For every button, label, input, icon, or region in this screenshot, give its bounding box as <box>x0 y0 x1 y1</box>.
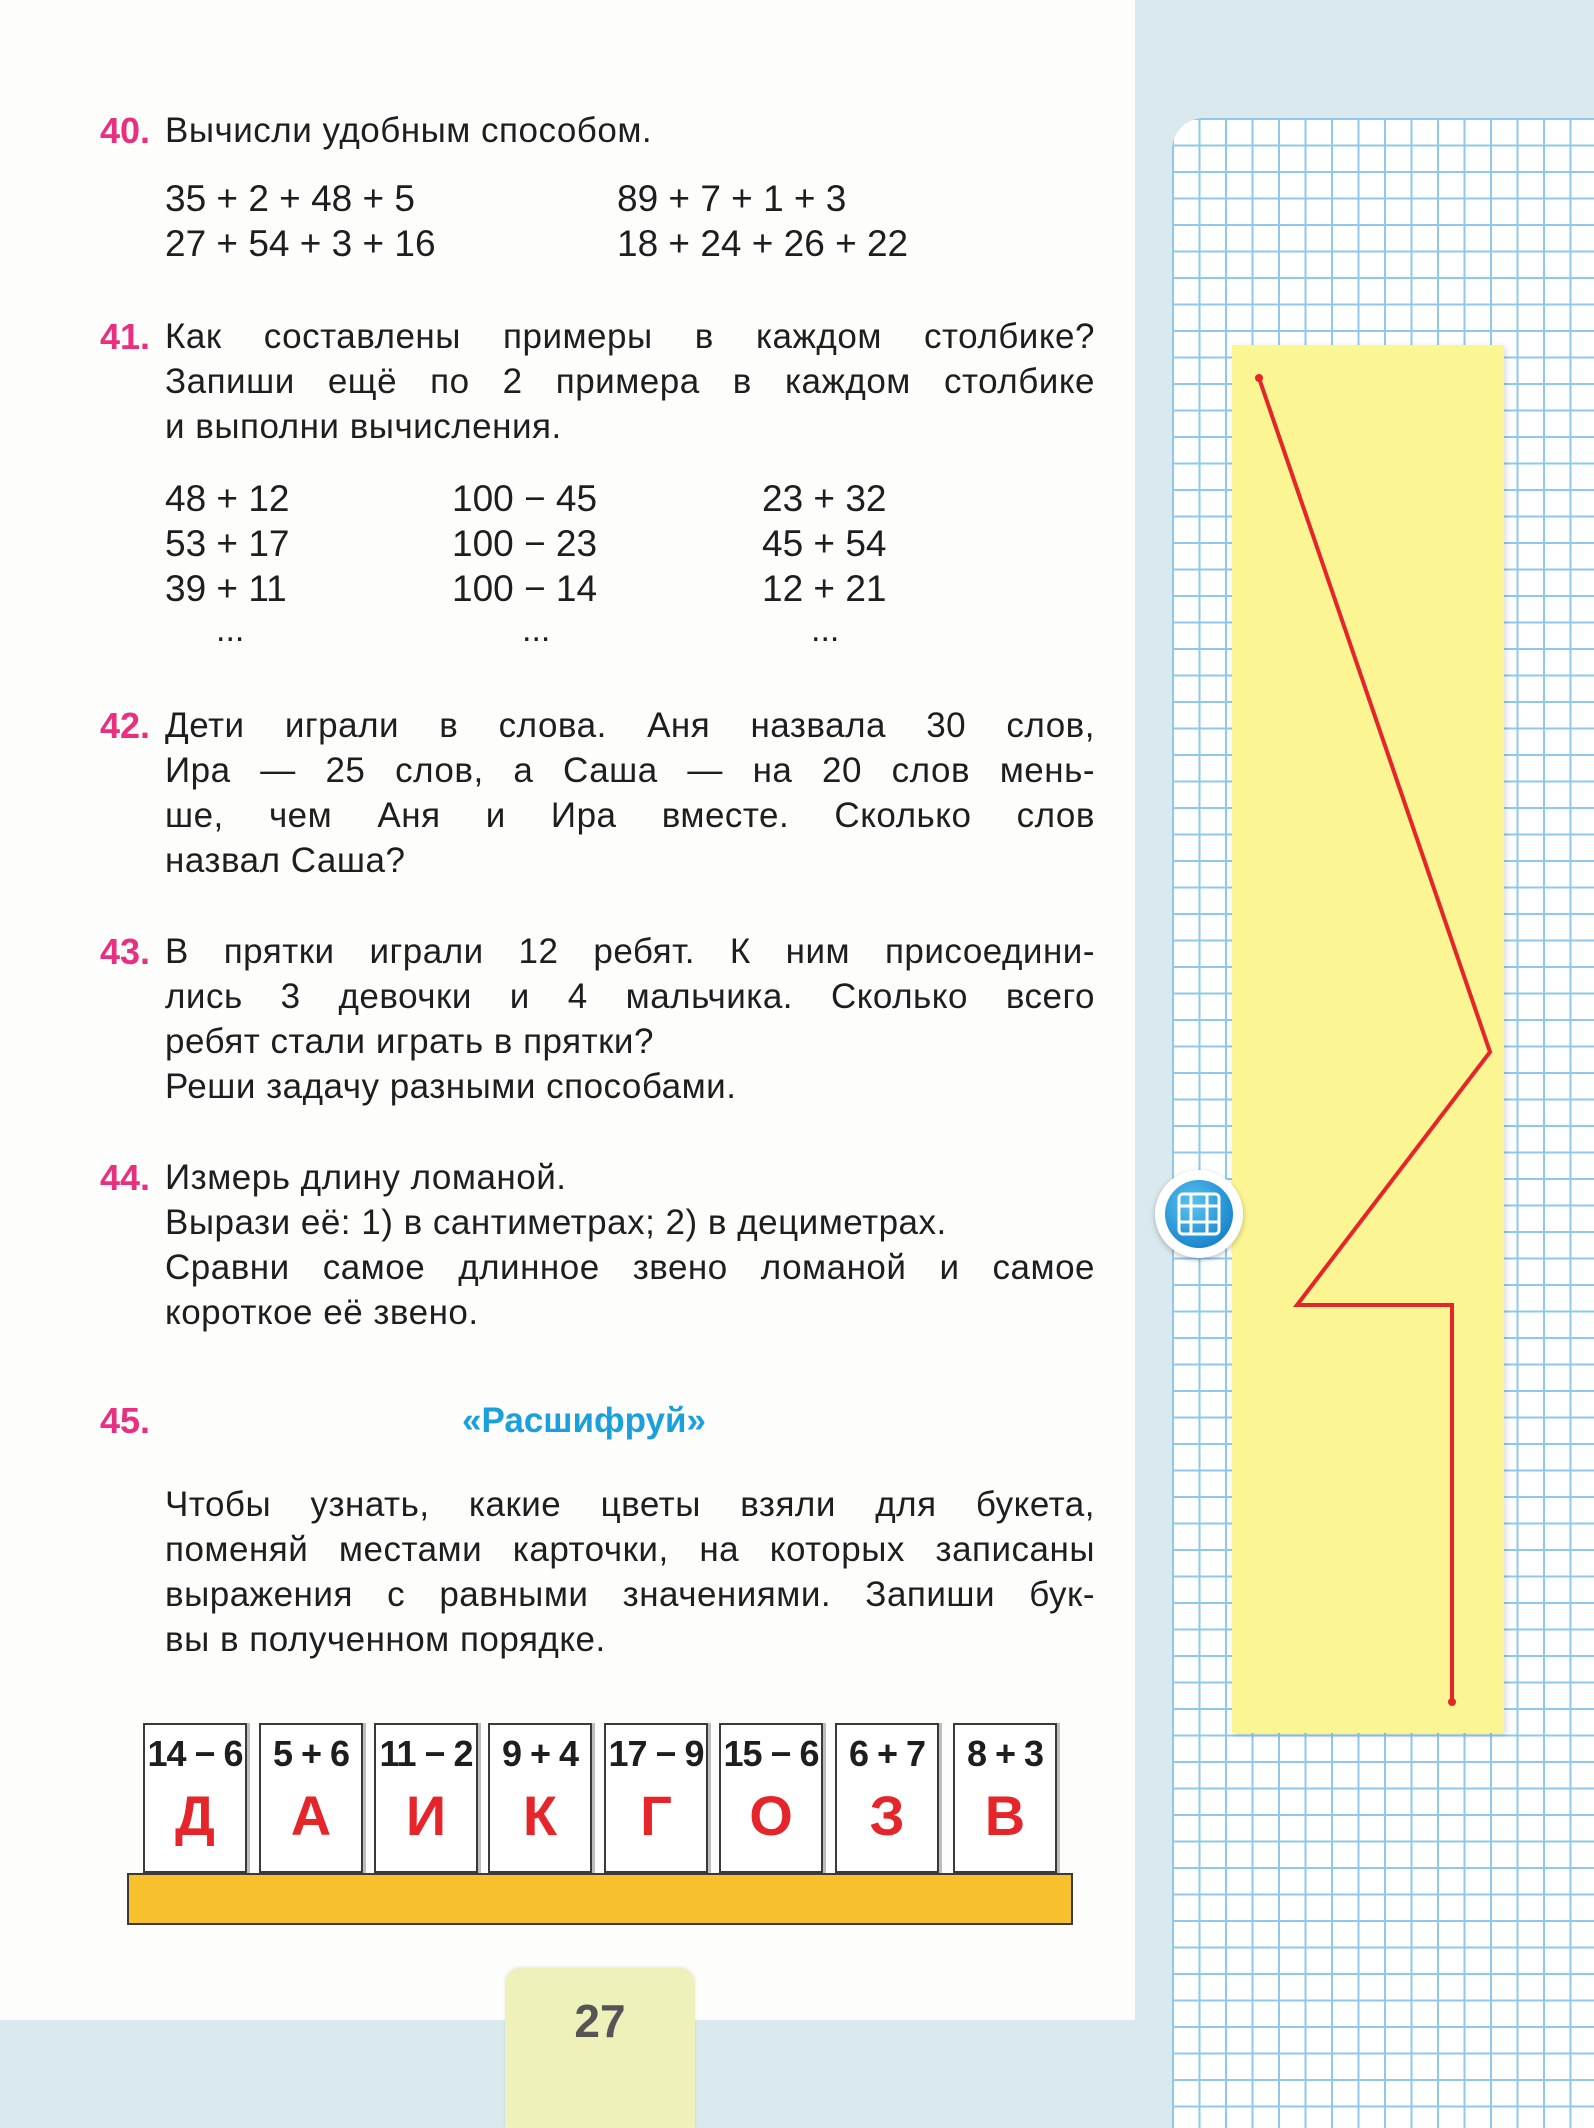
task-42-line: назвал Саша? <box>165 841 406 880</box>
card-expression: 17 − 9 <box>608 1733 704 1774</box>
card-expression: 14 − 6 <box>147 1733 243 1774</box>
task-41-expr: 100 − 45 <box>452 478 598 519</box>
task-44-line: Измерь длину ломаной. <box>165 1158 567 1197</box>
card-letter: З <box>869 1784 905 1847</box>
card-letter: Д <box>175 1784 215 1847</box>
task-45-number: 45. <box>100 1400 151 1441</box>
task-41-expr: 100 − 23 <box>452 523 598 564</box>
grid-icon <box>1165 1180 1233 1248</box>
task-45-line: выражения с равными значениями. Запиши бук- <box>165 1575 1095 1614</box>
task-40-expr: 35 + 2 + 48 + 5 <box>165 178 415 219</box>
letter-card[interactable] <box>488 1723 592 1873</box>
task-45-title: «Расшифруй» <box>462 1401 706 1440</box>
task-41-line: Как составлены примеры в каждом столбике? <box>165 317 1095 356</box>
letter-card[interactable] <box>953 1723 1057 1873</box>
task-43-line: В прятки играли 12 ребят. К ним присоедини- <box>165 932 1095 971</box>
task-41-expr: 48 + 12 <box>165 478 290 519</box>
task-45-line: Чтобы узнать, какие цветы взяли для букета, <box>165 1485 1095 1524</box>
task-41-line: Запиши ещё по 2 примера в каждом столбике <box>165 362 1095 401</box>
task-44-number: 44. <box>100 1157 151 1198</box>
task-41-number: 41. <box>100 316 151 357</box>
page-number-tab <box>505 1968 695 2128</box>
card-letter: О <box>749 1784 793 1847</box>
broken-line-start <box>1255 374 1263 382</box>
card-expression: 9 + 4 <box>501 1733 579 1774</box>
task-43-line: лись 3 девочки и 4 мальчика. Сколько всего <box>165 977 1095 1016</box>
task-41-expr: 39 + 11 <box>165 568 287 609</box>
task-41-text <box>165 314 1095 449</box>
card-letter: И <box>405 1784 447 1847</box>
task-43-line: Реши задачу разными способами. <box>165 1067 737 1106</box>
task-42-line: ше, чем Аня и Ира вместе. Сколько слов <box>165 796 1095 835</box>
task-40-line: Вычисли удобным способом. <box>165 111 653 150</box>
task-40-text <box>165 108 1095 153</box>
task-41-expr: 23 + 32 <box>762 478 887 519</box>
task-41-expr: 12 + 21 <box>762 568 887 609</box>
grid-toggle-button[interactable] <box>1155 1170 1243 1258</box>
letter-card[interactable] <box>835 1723 939 1873</box>
task-40-expr: 27 + 54 + 3 + 16 <box>165 223 436 264</box>
task-41-expr: 100 − 14 <box>452 568 598 609</box>
broken-line-path <box>1259 378 1490 1702</box>
card-expression: 15 − 6 <box>723 1733 819 1774</box>
task-40-expr: 89 + 7 + 1 + 3 <box>617 178 847 219</box>
task-41-line: и выполни вычисления. <box>165 407 562 446</box>
task-41-expr: 45 + 54 <box>762 523 887 564</box>
task-45-line: поменяй местами карточки, на которых записаны <box>165 1530 1095 1569</box>
task-42-text <box>165 703 1095 883</box>
card-letter: В <box>984 1784 1026 1847</box>
card-expression: 5 + 6 <box>272 1733 350 1774</box>
letter-card[interactable] <box>719 1723 823 1873</box>
letter-card[interactable] <box>259 1723 363 1873</box>
task-42-line: Дети играли в слова. Аня назвала 30 слов, <box>165 706 1095 745</box>
task-42-number: 42. <box>100 705 151 746</box>
task-41-ellipsis: ... <box>811 611 840 649</box>
letter-card[interactable] <box>143 1723 247 1873</box>
task-43-number: 43. <box>100 931 151 972</box>
task-42-line: Ира — 25 слов, а Саша — на 20 слов мень- <box>165 751 1095 790</box>
task-45-text <box>165 1482 1095 1662</box>
task-41-ellipsis: ... <box>216 611 245 649</box>
card-letter: А <box>290 1784 332 1847</box>
task-44-line: короткое её звено. <box>165 1293 479 1332</box>
broken-line <box>1232 345 1504 1733</box>
card-expression: 11 − 2 <box>379 1733 473 1774</box>
page-number: 27 <box>574 1995 626 2047</box>
task-44-line: Вырази её: 1) в сантиметрах; 2) в дециметрах. <box>165 1203 947 1242</box>
letter-card[interactable] <box>604 1723 708 1873</box>
letter-card[interactable] <box>374 1723 478 1873</box>
task-45-line: вы в полученном порядке. <box>165 1620 606 1659</box>
task-44-text <box>165 1155 1095 1335</box>
card-letter: Г <box>640 1784 672 1847</box>
grid-icon-graphic <box>1165 1180 1233 1248</box>
broken-line-end <box>1448 1698 1456 1706</box>
card-stand <box>127 1873 1073 1925</box>
task-43-text <box>165 929 1095 1109</box>
card-expression: 8 + 3 <box>966 1733 1044 1774</box>
task-40-expr: 18 + 24 + 26 + 22 <box>617 223 909 264</box>
task-44-line: Сравни самое длинное звено ломаной и самое <box>165 1248 1095 1287</box>
task-41-ellipsis: ... <box>522 611 551 649</box>
card-expression: 6 + 7 <box>848 1733 926 1774</box>
task-43-line: ребят стали играть в прятки? <box>165 1022 654 1061</box>
card-letter: К <box>522 1784 558 1847</box>
task-40-number: 40. <box>100 110 151 151</box>
task-41-expr: 53 + 17 <box>165 523 290 564</box>
